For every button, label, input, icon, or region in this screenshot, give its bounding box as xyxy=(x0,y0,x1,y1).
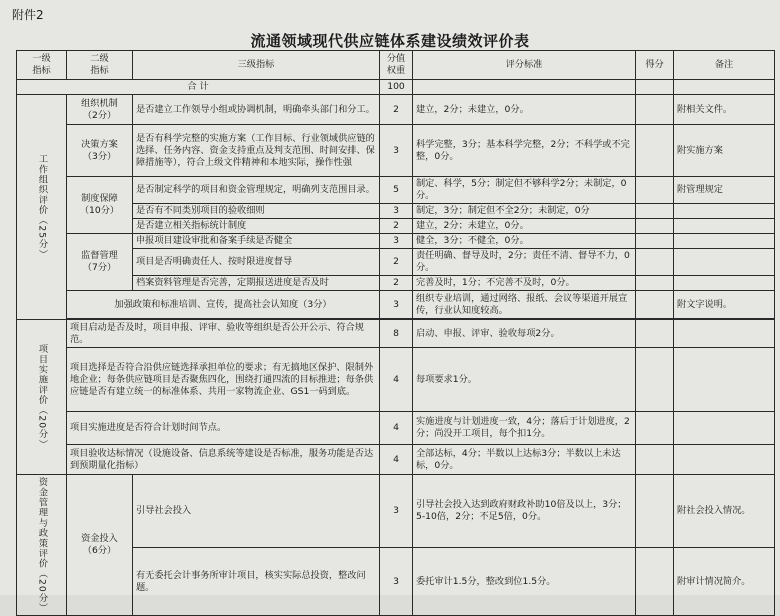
item-remark xyxy=(674,348,775,412)
score-cell xyxy=(636,219,674,234)
item-remark xyxy=(674,204,775,219)
header-score: 得分 xyxy=(636,51,674,80)
item-weight: 3 xyxy=(380,547,413,615)
item-weight: 3 xyxy=(380,291,413,319)
table-row xyxy=(17,95,775,125)
item-remark: 附文字说明。 xyxy=(674,291,775,319)
header-weight: 分值 权重 xyxy=(380,51,413,80)
group-system: 制度保障 （10分） xyxy=(67,177,133,234)
item-remark xyxy=(674,320,775,348)
section-project-implementation: 项目实施评价（20分） xyxy=(17,320,67,475)
score-cell xyxy=(636,445,674,475)
table-row xyxy=(17,177,775,204)
score-cell xyxy=(636,204,674,219)
evaluation-table xyxy=(16,50,775,616)
total-value: 100 xyxy=(380,80,413,95)
item-remark xyxy=(674,445,775,475)
section-funds-policy: 资金管理与政策评价（20分） xyxy=(17,475,67,616)
header-row xyxy=(17,51,775,80)
item-remark: 附审计情况简介。 xyxy=(674,547,775,615)
item-weight: 2 xyxy=(380,95,413,125)
item-weight: 4 xyxy=(380,412,413,445)
item-text: 项目是否明确责任人、按时限进度督导 xyxy=(133,249,380,276)
item-text: 项目选择是否符合沿供应链选择承担单位的要求；有无搞地区保护、限制外地企业；每条供应链项目是否聚焦四化，围绕打通四流的目标推进；每条供应链是否有建立统一的标准体系、共用一家物流企业、GS1一码到底。 xyxy=(67,348,380,412)
item-criteria: 建立，2分；未建立，0分。 xyxy=(413,219,636,234)
item-text: 是否有科学完整的实施方案（工作目标、行业领域供应链的选择、任务内容、资金支持重点及判支范围、时间安排、保障措施等），符合上级文件精神和本地实际，操作性强 xyxy=(133,125,380,177)
item-remark: 附相关文件。 xyxy=(674,95,775,125)
table-row xyxy=(17,320,775,348)
score-cell xyxy=(636,276,674,291)
item-criteria: 健全，3分；不健全，0分。 xyxy=(413,234,636,249)
item-criteria: 建立，2分；未建立，0分。 xyxy=(413,95,636,125)
item-text: 项目实施进度是否符合计划时间节点。 xyxy=(67,412,380,445)
item-weight: 5 xyxy=(380,177,413,204)
item-remark xyxy=(674,234,775,249)
header-level1: 一级 指标 xyxy=(17,51,67,80)
item-text: 申报项目建设审批和备案手续是否健全 xyxy=(133,234,380,249)
item-criteria: 委托审计1.5分，整改到位1.5分。 xyxy=(413,547,636,615)
item-weight: 2 xyxy=(380,276,413,291)
item-criteria: 每项要求1分。 xyxy=(413,348,636,412)
header-criteria: 评分标准 xyxy=(413,51,636,80)
item-text: 是否建立相关指标统计制度 xyxy=(133,219,380,234)
item-text: 档案资料管理是否完善，定期报送进度是否及时 xyxy=(133,276,380,291)
item-text: 引导社会投入 xyxy=(133,475,380,548)
table-row xyxy=(17,125,775,177)
score-cell xyxy=(636,249,674,276)
document-title: 流通领域现代供应链体系建设绩效评价表 xyxy=(250,32,530,50)
item-criteria: 制定、科学，5分；制定但不够科学2分；未制定，0分。 xyxy=(413,177,636,204)
section-work-organization: 工作组织评价（25分） xyxy=(17,95,67,320)
table-row xyxy=(17,234,775,249)
header-level3: 三级指标 xyxy=(133,51,380,80)
item-weight: 3 xyxy=(380,475,413,548)
group-decision: 决策方案 （3分） xyxy=(67,125,133,177)
item-remark: 附实施方案 xyxy=(674,125,775,177)
item-criteria: 制定，3分；制定但不全2分；未制定，0分 xyxy=(413,204,636,219)
item-text: 是否建立工作领导小组或协调机制，明确牵头部门和分工。 xyxy=(133,95,380,125)
item-remark: 附管理规定 xyxy=(674,177,775,204)
item-remark: 附社会投入情况。 xyxy=(674,475,775,548)
item-text: 项目启动是否及时，项目申报、评审、验收等组织是否公开公示、符合规范。 xyxy=(67,320,380,348)
item-criteria: 实施进度与计划进度一致，4分；落后于计划进度，2分；尚没开工项目，每个扣1分。 xyxy=(413,412,636,445)
item-text: 有无委托会计事务所审计项目，核实实际总投资，整改问题。 xyxy=(133,547,380,615)
item-criteria: 完善及时，1分；不完善不及时，0分。 xyxy=(413,276,636,291)
item-weight: 4 xyxy=(380,348,413,412)
score-cell xyxy=(636,547,674,615)
score-cell xyxy=(636,234,674,249)
item-weight: 2 xyxy=(380,219,413,234)
score-cell xyxy=(636,177,674,204)
item-weight: 2 xyxy=(380,249,413,276)
item-criteria: 责任明确、督导及时，2分；责任不清、督导不力，0分。 xyxy=(413,249,636,276)
score-cell xyxy=(636,412,674,445)
score-cell xyxy=(636,125,674,177)
score-cell xyxy=(636,348,674,412)
item-weight: 8 xyxy=(380,320,413,348)
item-text: 加强政策和标准培训、宣传，提高社会认知度（3分） xyxy=(67,291,380,319)
group-supervise: 监督管理 （7分） xyxy=(67,234,133,291)
table-row xyxy=(17,445,775,475)
item-weight: 4 xyxy=(380,445,413,475)
table-row xyxy=(17,412,775,445)
score-cell xyxy=(636,320,674,348)
item-remark xyxy=(674,412,775,445)
item-criteria: 组织专业培训，通过网络、报纸、会议等渠道开展宣传，行业认知度较高。 xyxy=(413,291,636,319)
item-weight: 3 xyxy=(380,204,413,219)
score-cell xyxy=(636,475,674,548)
item-text: 是否制定科学的项目和资金管理规定，明确列支范围目录。 xyxy=(133,177,380,204)
item-remark xyxy=(674,249,775,276)
item-weight: 3 xyxy=(380,234,413,249)
item-criteria: 启动、申报、评审、验收每项2分。 xyxy=(413,320,636,348)
group-funds: 资金投入 （6分） xyxy=(67,475,133,616)
score-cell xyxy=(636,291,674,319)
group-org: 组织机制 （2分） xyxy=(67,95,133,125)
item-text: 是否有不同类别项目的验收细则 xyxy=(133,204,380,219)
score-cell xyxy=(636,95,674,125)
item-remark xyxy=(674,276,775,291)
item-remark xyxy=(674,219,775,234)
table-row xyxy=(17,291,775,319)
item-criteria: 科学完整，3分；基本科学完整，2分；不科学或不完整，0分。 xyxy=(413,125,636,177)
total-row xyxy=(17,80,775,95)
item-weight: 3 xyxy=(380,125,413,177)
table-row xyxy=(17,348,775,412)
item-criteria: 引导社会投入达到政府财政补助10倍及以上，3分；5-10倍，2分；不足5倍，0分。 xyxy=(413,475,636,548)
header-remarks: 备注 xyxy=(674,51,775,80)
table-row xyxy=(17,475,775,548)
total-label: 合 计 xyxy=(17,80,380,95)
item-text: 项目验收达标情况（设施设备、信息系统等建设是否标准，服务功能是否达到预期量化指标） xyxy=(67,445,380,475)
header-level2: 二级 指标 xyxy=(67,51,133,80)
attachment-label: 附件2 xyxy=(12,8,44,22)
item-criteria: 全部达标，4分；半数以上达标3分；半数以上未达标，0分。 xyxy=(413,445,636,475)
